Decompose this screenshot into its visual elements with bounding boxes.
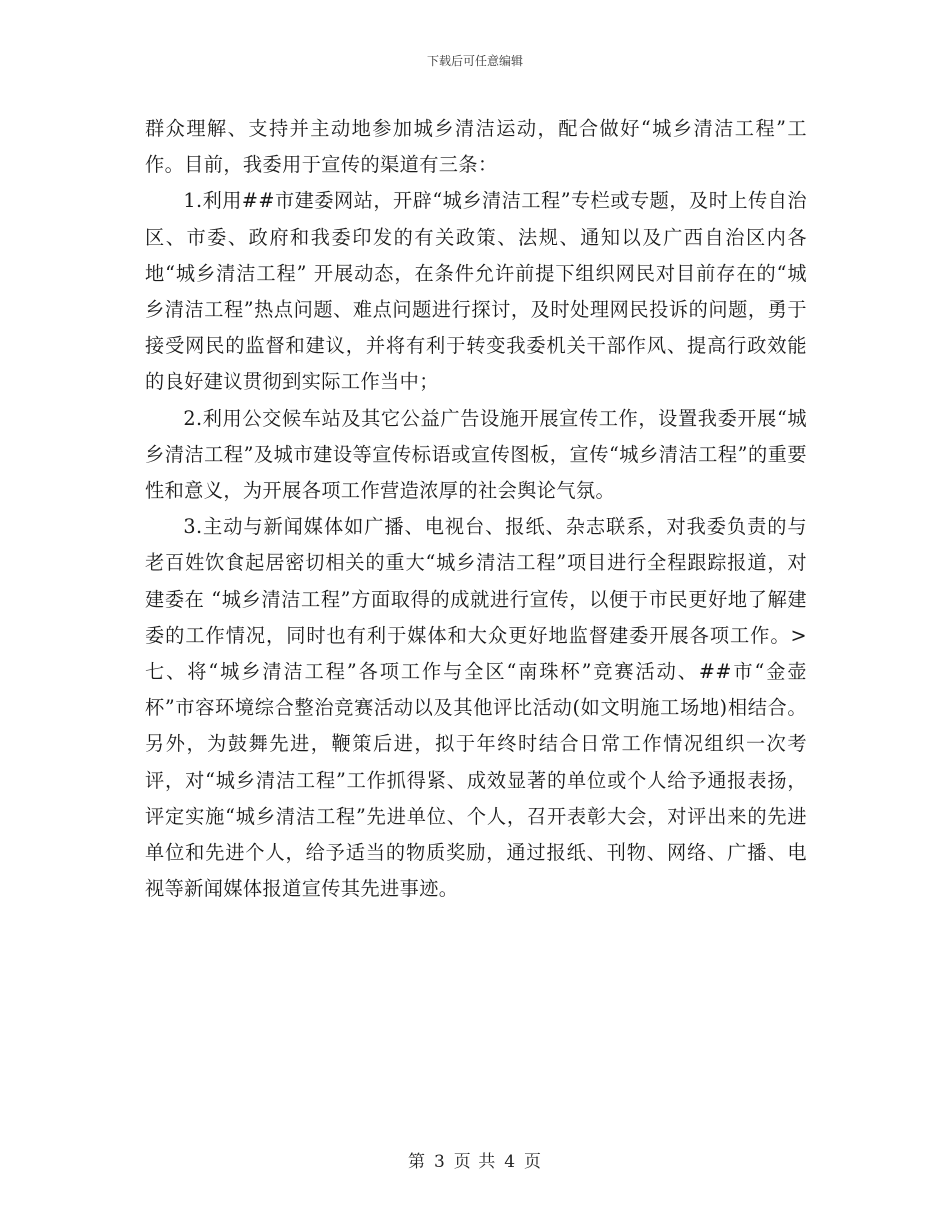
page-header: 下载后可任意编辑 xyxy=(426,54,523,68)
footer-suffix: 页 xyxy=(524,1152,543,1172)
document-body xyxy=(145,111,807,907)
paragraph-item-3: 3.主动与新闻媒体如广播、电视台、报纸、杂志联系，对我委负责的与老百姓饮食起居密切相关的重大“城乡清洁工程”项目进行全程跟踪报道，对建委在 “城乡清洁工程”方面取得的成就进行宣传，以便于市民更好地了解建委的工作情况，同时也有利于媒体和大众更好地监督建委开展各项工作。> 七、将“城乡清洁工程”各项工作与全区“南珠杯”竞赛活动、##市“金壶杯”市容环境综合整治竞赛活动以及其他评比活动(如文明施工场地)相结合。另外，为鼓舞先进，鞭策后进，拟于年终时结合日常工作情况组织一次考评，对“城乡清洁工程”工作抓得紧、成效显著的单位或个人给予通报表扬，评定实施“城乡清洁工程”先进单位、个人，召开表彰大会，对评出来的先进单位和先进个人，给予适当的物质奖励，通过报纸、刊物、网络、广播、电视等新闻媒体报道宣传其先进事迹。 xyxy=(145,515,807,901)
current-page-number: 3 xyxy=(433,1152,446,1172)
paragraph-item-1: 1.利用##市建委网站，开辟“城乡清洁工程”专栏或专题，及时上传自治区、市委、政府和我委印发的有关政策、法规、通知以及广西自治区内各地“城乡清洁工程” 开展动态，在条件允许前提下组织网民对目前存在的“城乡清洁工程”热点问题、难点问题进行探讨，及时处理网民投诉的问题，勇于接受网民的监督和建议，并将有利于转变我委机关干部作风、提高行政效能的良好建议贯彻到实际工作当中； xyxy=(145,189,807,394)
paragraph-item-2: 2.利用公交候车站及其它公益广告设施开展宣传工作，设置我委开展“城乡清洁工程”及城市建设等宣传标语或宣传图板，宣传“城乡清洁工程”的重要性和意义，为开展各项工作营造浓厚的社会舆论气氛。 xyxy=(145,406,807,503)
footer-middle: 页 共 xyxy=(453,1152,497,1172)
paragraph-intro: 群众理解、支持并主动地参加城乡清洁运动，配合做好“城乡清洁工程”工作。目前，我委用于宣传的渠道有三条： xyxy=(145,117,807,177)
page-footer xyxy=(0,1147,950,1172)
footer-prefix: 第 xyxy=(407,1152,426,1172)
total-page-number: 4 xyxy=(504,1152,517,1172)
